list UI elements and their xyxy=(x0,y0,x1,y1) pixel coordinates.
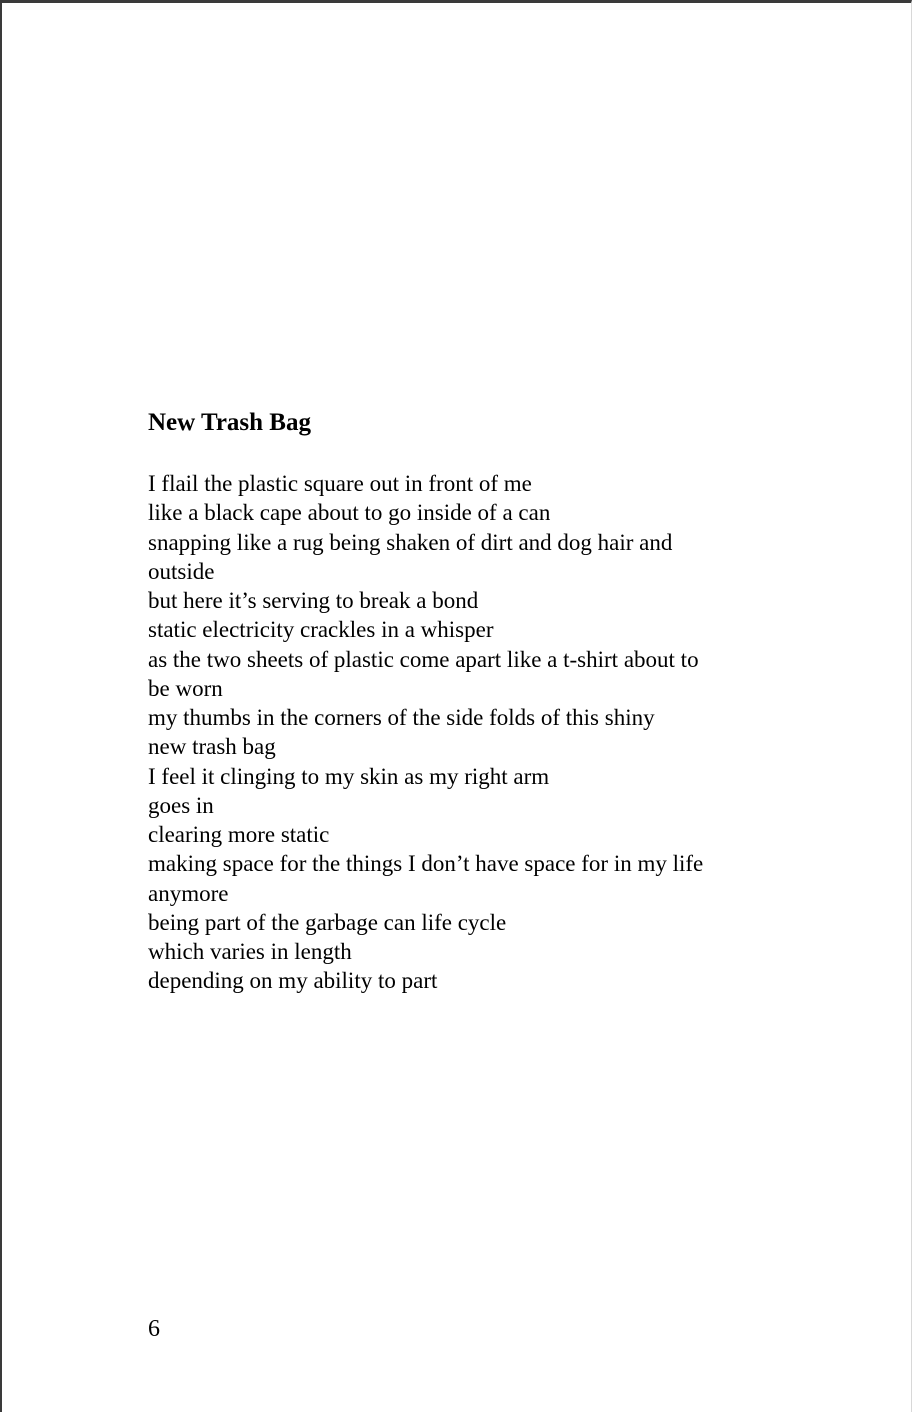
poem-line: I feel it clinging to my skin as my right arm xyxy=(148,763,550,789)
poem-line: static electricity crackles in a whisper xyxy=(148,617,494,643)
poem-line: new trash bag xyxy=(148,734,276,760)
poem-line: anymore xyxy=(148,880,229,906)
poem-body xyxy=(148,469,703,996)
poem-line: my thumbs in the corners of the side folds of this shiny xyxy=(148,705,655,730)
poem-line: like a black cape about to go inside of a can xyxy=(148,500,551,526)
poem-line: which varies in length xyxy=(148,939,352,964)
page-number: 6 xyxy=(148,1316,160,1342)
poem-line: depending on my ability to part xyxy=(148,968,438,994)
poem-line: goes in xyxy=(148,792,214,818)
poem-line: but here it’s serving to break a bond xyxy=(148,588,479,613)
poem-line: be worn xyxy=(148,675,223,701)
poem-line: outside xyxy=(148,558,215,584)
poem-line: I flail the plastic square out in front of me xyxy=(148,471,532,496)
poem-line: as the two sheets of plastic come apart like a t-shirt about to xyxy=(148,646,699,672)
poem-line: being part of the garbage can life cycle xyxy=(148,909,507,935)
poem-line: snapping like a rug being shaken of dirt and dog hair and xyxy=(148,529,673,555)
poem-line: making space for the things I don’t have space for in my life xyxy=(148,851,704,877)
poem-line: clearing more static xyxy=(148,822,330,847)
poem-title: New Trash Bag xyxy=(148,409,311,436)
